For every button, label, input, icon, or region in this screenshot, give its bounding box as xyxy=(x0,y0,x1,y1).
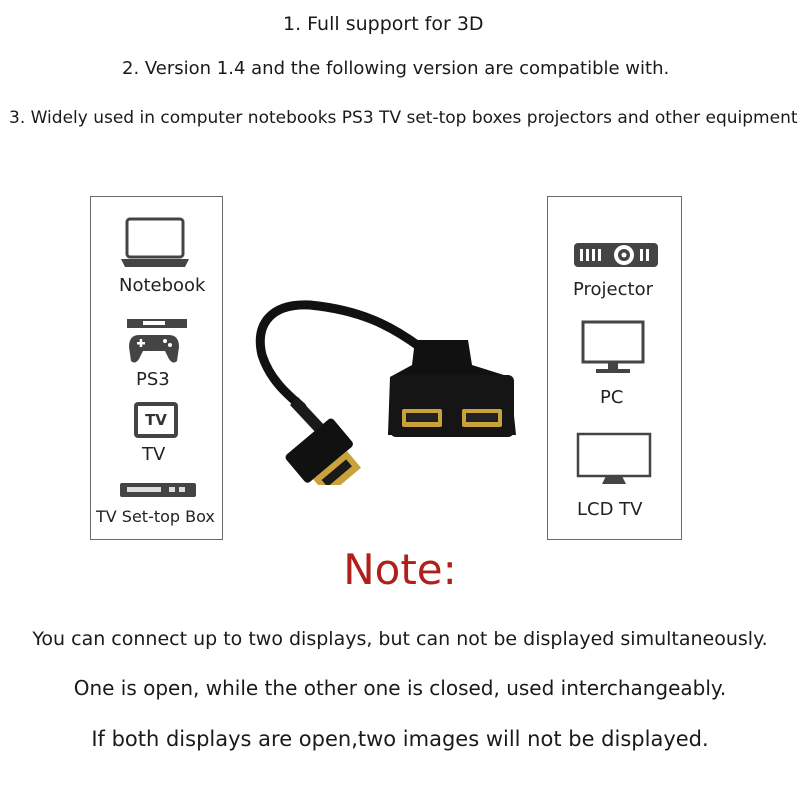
projector-icon xyxy=(572,239,660,271)
feature-line-3: 3. Widely used in computer notebooks PS3 TV set-top boxes projectors and other equipment xyxy=(9,108,798,128)
device-label-set-top-box: TV Set-top Box xyxy=(96,507,215,526)
set-top-box-icon xyxy=(119,481,197,499)
monitor-icon xyxy=(580,319,646,375)
lcd-tv-icon xyxy=(576,432,652,486)
device-label-projector: Projector xyxy=(573,279,653,300)
feature-line-2: 2. Version 1.4 and the following version are compatible with. xyxy=(122,58,670,79)
display-devices-panel xyxy=(547,196,682,540)
note-line-2: One is open, while the other one is closed, used interchangeably. xyxy=(73,676,727,700)
device-label-tv: TV xyxy=(142,444,166,465)
device-label-lcd-tv: LCD TV xyxy=(577,499,643,520)
feature-line-1: 1. Full support for 3D xyxy=(283,13,484,35)
device-label-pc: PC xyxy=(600,387,624,408)
hdmi-splitter-cable-image xyxy=(240,285,530,485)
tv-badge-text: TV xyxy=(138,406,174,434)
tv-badge-icon xyxy=(134,402,178,438)
gamepad-icon xyxy=(125,317,191,367)
note-heading: Note: xyxy=(343,545,457,594)
device-label-notebook: Notebook xyxy=(119,275,206,296)
laptop-icon xyxy=(121,217,191,269)
source-devices-panel xyxy=(90,196,223,540)
note-line-3: If both displays are open,two images will not be displayed. xyxy=(91,727,709,751)
device-label-ps3: PS3 xyxy=(136,369,170,390)
note-line-1: You can connect up to two displays, but can not be displayed simultaneously. xyxy=(32,628,768,650)
